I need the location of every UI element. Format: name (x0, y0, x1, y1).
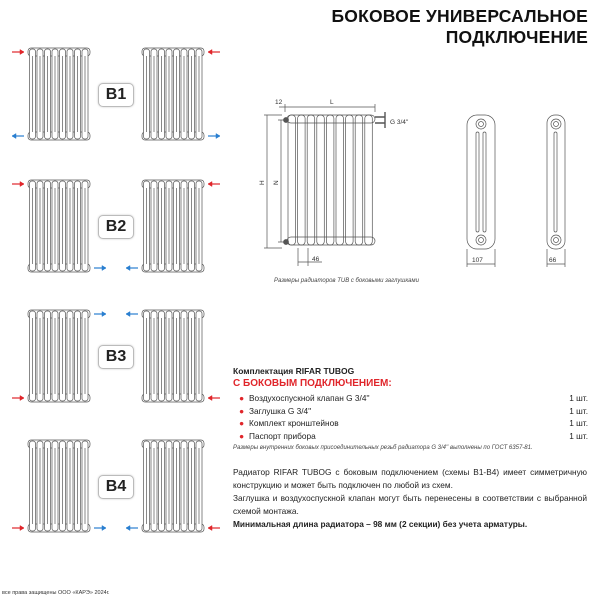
description-p1: Радиатор RIFAR TUBOG с боковым подключением (схемы B1-B4) имеет симметричную конструкцию и может быть подключен по любой из схем. (233, 467, 587, 490)
kit-subheading: С БОКОВЫМ ПОДКЛЮЧЕНИЕМ: (233, 378, 392, 389)
supply-arrow-icon (208, 526, 220, 531)
kit-item (233, 405, 588, 418)
dim-66: 66 (549, 257, 557, 264)
kit-item-qty: 1 шт. (569, 430, 588, 441)
dim-L: L (330, 99, 334, 106)
scheme-label: B3 (98, 345, 134, 369)
kit-item (233, 417, 588, 430)
radiator-left (28, 440, 90, 532)
bullet-icon: ● (239, 430, 245, 441)
radiator-left (28, 180, 90, 272)
supply-arrow-icon (12, 182, 24, 187)
radiator-left (28, 310, 90, 402)
kit-heading: Комплектация RIFAR TUBOG (233, 366, 355, 376)
description-p3: Минимальная длина радиатора – 98 мм (2 секции) без учета арматуры. (233, 519, 528, 529)
return-arrow-icon (126, 526, 138, 531)
supply-arrow-icon (12, 50, 24, 55)
return-arrow-icon (94, 526, 106, 531)
scheme-label: B4 (98, 475, 134, 499)
radiator-right (142, 310, 204, 402)
description (233, 466, 587, 531)
kit-item-name: Комплект кронштейнов (249, 418, 339, 428)
dim-N: N (273, 180, 280, 185)
return-arrow-icon (208, 134, 220, 139)
return-arrow-icon (12, 134, 24, 139)
radiator-left (28, 48, 90, 140)
dim-107: 107 (472, 257, 483, 264)
kit-item-qty: 1 шт. (569, 405, 588, 416)
dim-46: 46 (312, 256, 320, 263)
kit-item-name: Воздухоспускной клапан G 3/4'' (249, 393, 370, 403)
bullet-icon: ● (239, 393, 245, 403)
supply-arrow-icon (208, 396, 220, 401)
kit-item (233, 430, 588, 443)
radiator-right (142, 440, 204, 532)
copyright: все права защищены ООО «КАРЭ» 2024г. (2, 590, 110, 596)
thread-label: G 3/4'' (390, 119, 409, 126)
kit-item-name: Паспорт прибора (249, 430, 316, 441)
scheme-label: B1 (98, 83, 134, 107)
supply-arrow-icon (12, 526, 24, 531)
kit-item-qty: 1 шт. (569, 393, 588, 403)
drawing-caption: Размеры радиаторов TUB с боковыми заглушками (274, 278, 419, 284)
kit-item (233, 392, 588, 405)
scheme-label: B2 (98, 215, 134, 239)
supply-arrow-icon (208, 182, 220, 187)
page-title: БОКОВОЕ УНИВЕРСАЛЬНОЕ ПОДКЛЮЧЕНИЕ (331, 6, 588, 47)
dimension-drawing (250, 90, 600, 275)
dim-12: 12 (275, 99, 283, 106)
kit-note: Размеры внутренних боковых присоединительных резьб радиатора G 3/4'' выполнены по ГОСТ 6357-81. (233, 445, 533, 451)
return-arrow-icon (126, 312, 138, 317)
return-arrow-icon (94, 312, 106, 317)
kit-item-name: Заглушка G 3/4'' (249, 405, 312, 416)
description-p2: Заглушка и воздухоспускной клапан могут быть перенесены в соответствии с выбранной схемой монтажа. (233, 493, 587, 516)
radiator-right (142, 180, 204, 272)
supply-arrow-icon (208, 50, 220, 55)
dim-H: H (259, 180, 266, 185)
bullet-icon: ● (239, 418, 245, 428)
return-arrow-icon (126, 266, 138, 271)
kit-item-qty: 1 шт. (569, 418, 588, 428)
radiator-right (142, 48, 204, 140)
return-arrow-icon (94, 266, 106, 271)
kit-section (233, 366, 588, 451)
supply-arrow-icon (12, 396, 24, 401)
bullet-icon: ● (239, 405, 245, 416)
